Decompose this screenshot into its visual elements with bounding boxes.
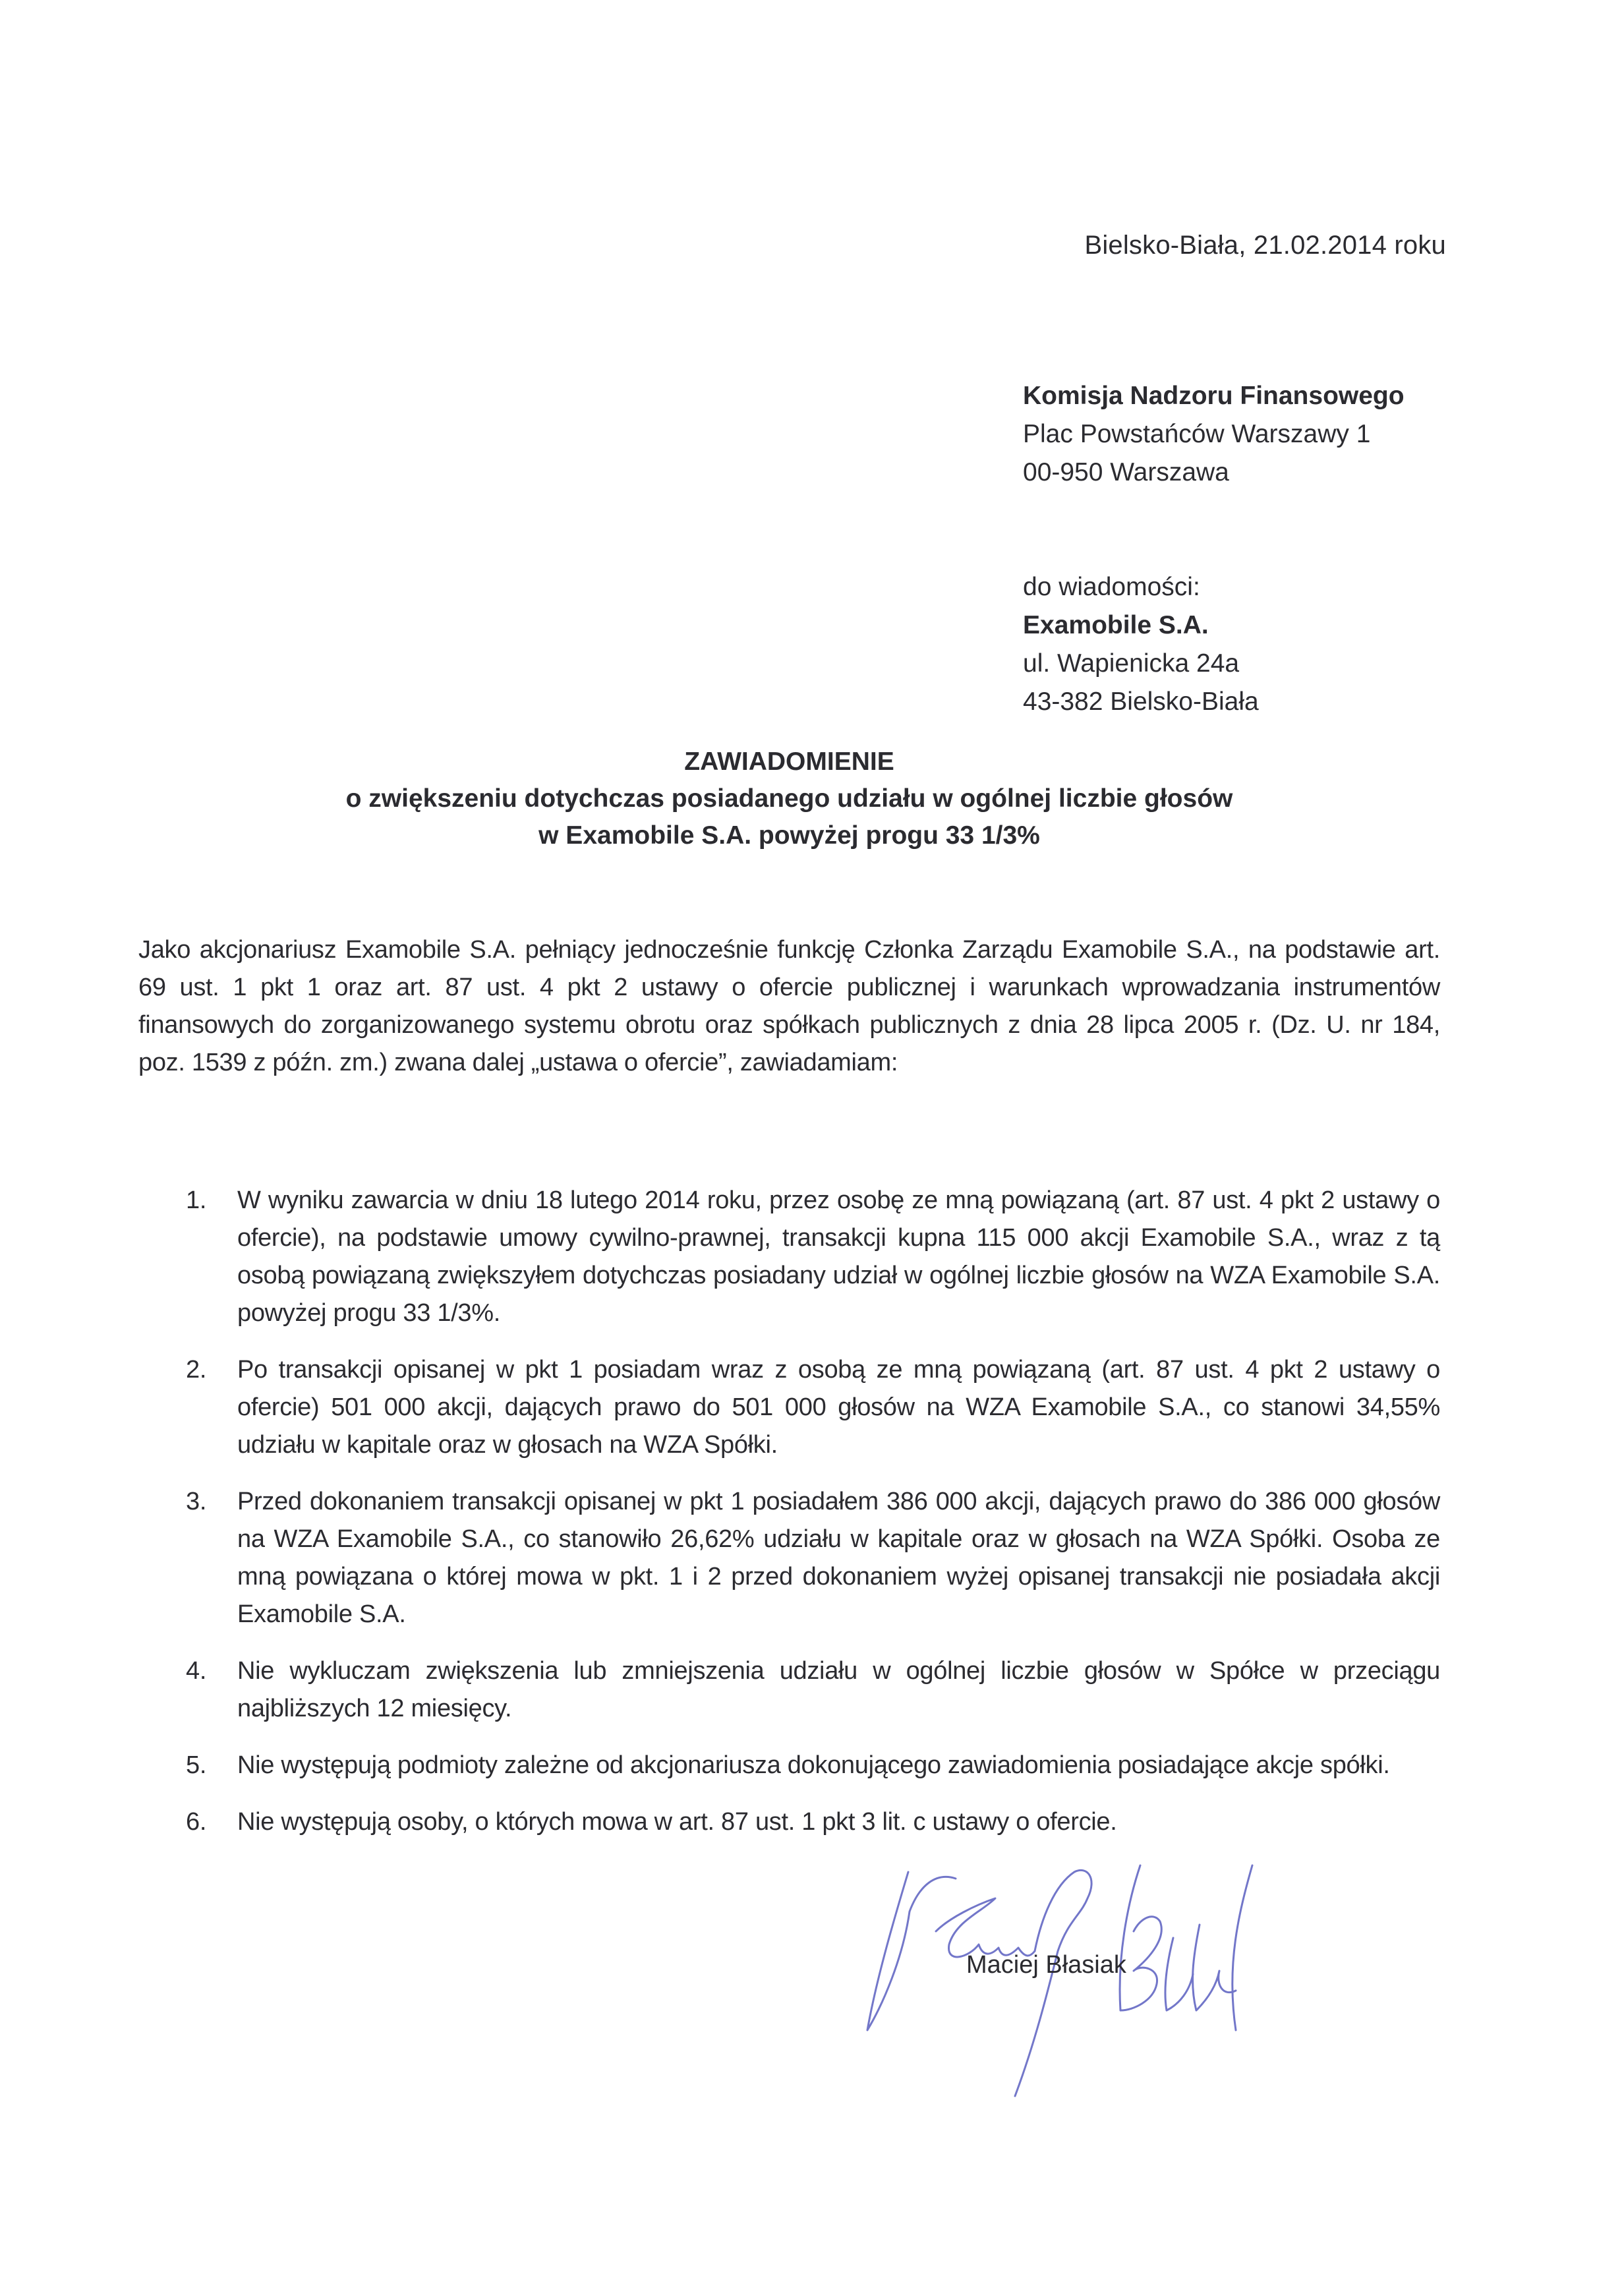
- recipient-block: [1023, 377, 1405, 721]
- cc-address-line2: 43-382 Bielsko-Biała: [1023, 687, 1259, 716]
- item-number: 2.: [186, 1356, 207, 1384]
- list-item: [186, 1652, 1440, 1728]
- item-number: 3.: [186, 1488, 207, 1515]
- list-item: [186, 1351, 1440, 1464]
- title-line-3: w Examobile S.A. powyżej progu 33 1/3%: [538, 821, 1040, 850]
- notification-items: [186, 1182, 1440, 1860]
- item-text: Po transakcji opisanej w pkt 1 posiadam wraz z osobą ze mną powiązaną (art. 87 ust. 4 pkt 2 ustawy o ofercie) 501 000 akcji, dających prawo do 501 000 głosów na WZA Examobile S.A., co stanowi 34,55% udziału w kapitale oraz w głosach na WZA Spółki.: [237, 1356, 1440, 1459]
- document-title: [138, 744, 1440, 854]
- item-text: Przed dokonaniem transakcji opisanej w pkt 1 posiadałem 386 000 akcji, dających prawo do 386 000 głosów na WZA Examobile S.A., co stanowiło 26,62% udziału w kapitale oraz w głosach na WZA Spółki. Osoba ze mną powiązana o której mowa w pkt. 1 i 2 przed dokonaniem wyżej opisanej transakcji nie posiadała akcji Examobile S.A.: [237, 1488, 1440, 1628]
- recipient-address-line1: Plac Powstańców Warszawy 1: [1023, 420, 1371, 448]
- cc-address-line1: ul. Wapienicka 24a: [1023, 649, 1240, 678]
- item-text: Nie występują podmioty zależne od akcjonariusza dokonującego zawiadomienia posiadające akcje spółki.: [237, 1751, 1390, 1779]
- list-item: [186, 1182, 1440, 1332]
- list-item: [186, 1747, 1440, 1784]
- handwritten-signature: [857, 1859, 1397, 2136]
- recipient-name: Komisja Nadzoru Finansowego: [1023, 382, 1405, 410]
- spacer: [1023, 492, 1405, 568]
- item-text: Nie wykluczam zwiększenia lub zmniejszenia udziału w ogólnej liczbie głosów w Spółce w przeciągu najbliższych 12 miesięcy.: [237, 1657, 1440, 1722]
- item-number: 1.: [186, 1186, 207, 1214]
- list-item: [186, 1483, 1440, 1633]
- place-date: Bielsko-Biała, 21.02.2014 roku: [1084, 231, 1446, 260]
- item-number: 6.: [186, 1808, 207, 1836]
- item-text: W wyniku zawarcia w dniu 18 lutego 2014 roku, przez osobę ze mną powiązaną (art. 87 ust. 4 pkt 2 ustawy o ofercie), na podstawie umowy cywilno-prawnej, transakcji kupna 115 000 akcji Examobile S.A., wraz z tą osobą powiązaną zwiększyłem dotychczas posiadany udział w ogólnej liczbie głosów na WZA Examobile S.A. powyżej progu 33 1/3%.: [237, 1186, 1440, 1327]
- intro-paragraph: Jako akcjonariusz Examobile S.A. pełniący jednocześnie funkcję Członka Zarządu Examobile S.A., na podstawie art. 69 ust. 1 pkt 1 oraz art. 87 ust. 4 pkt 2 ustawy o ofercie publicznej i warunkach wprowadzania instrumentów finansowych do zorganizowanego systemu obrotu oraz spółkach publicznych z dnia 28 lipca 2005 r. (Dz. U. nr 184, poz. 1539 z późn. zm.) zwana dalej „ustawa o ofercie”, zawiadamiam:: [138, 936, 1440, 1076]
- cc-label: do wiadomości:: [1023, 573, 1200, 601]
- list-item: [186, 1803, 1440, 1841]
- title-line-1: ZAWIADOMIENIE: [684, 747, 894, 776]
- title-line-2: o zwiększeniu dotychczas posiadanego udziału w ogólnej liczbie głosów: [345, 784, 1233, 813]
- cc-name: Examobile S.A.: [1023, 611, 1209, 639]
- item-text: Nie występują osoby, o których mowa w art. 87 ust. 1 pkt 3 lit. c ustawy o ofercie.: [237, 1808, 1117, 1836]
- recipient-address-line2: 00-950 Warszawa: [1023, 458, 1229, 486]
- item-number: 4.: [186, 1657, 207, 1685]
- signer-name: Maciej Błasiak: [966, 1951, 1126, 1979]
- item-number: 5.: [186, 1751, 207, 1779]
